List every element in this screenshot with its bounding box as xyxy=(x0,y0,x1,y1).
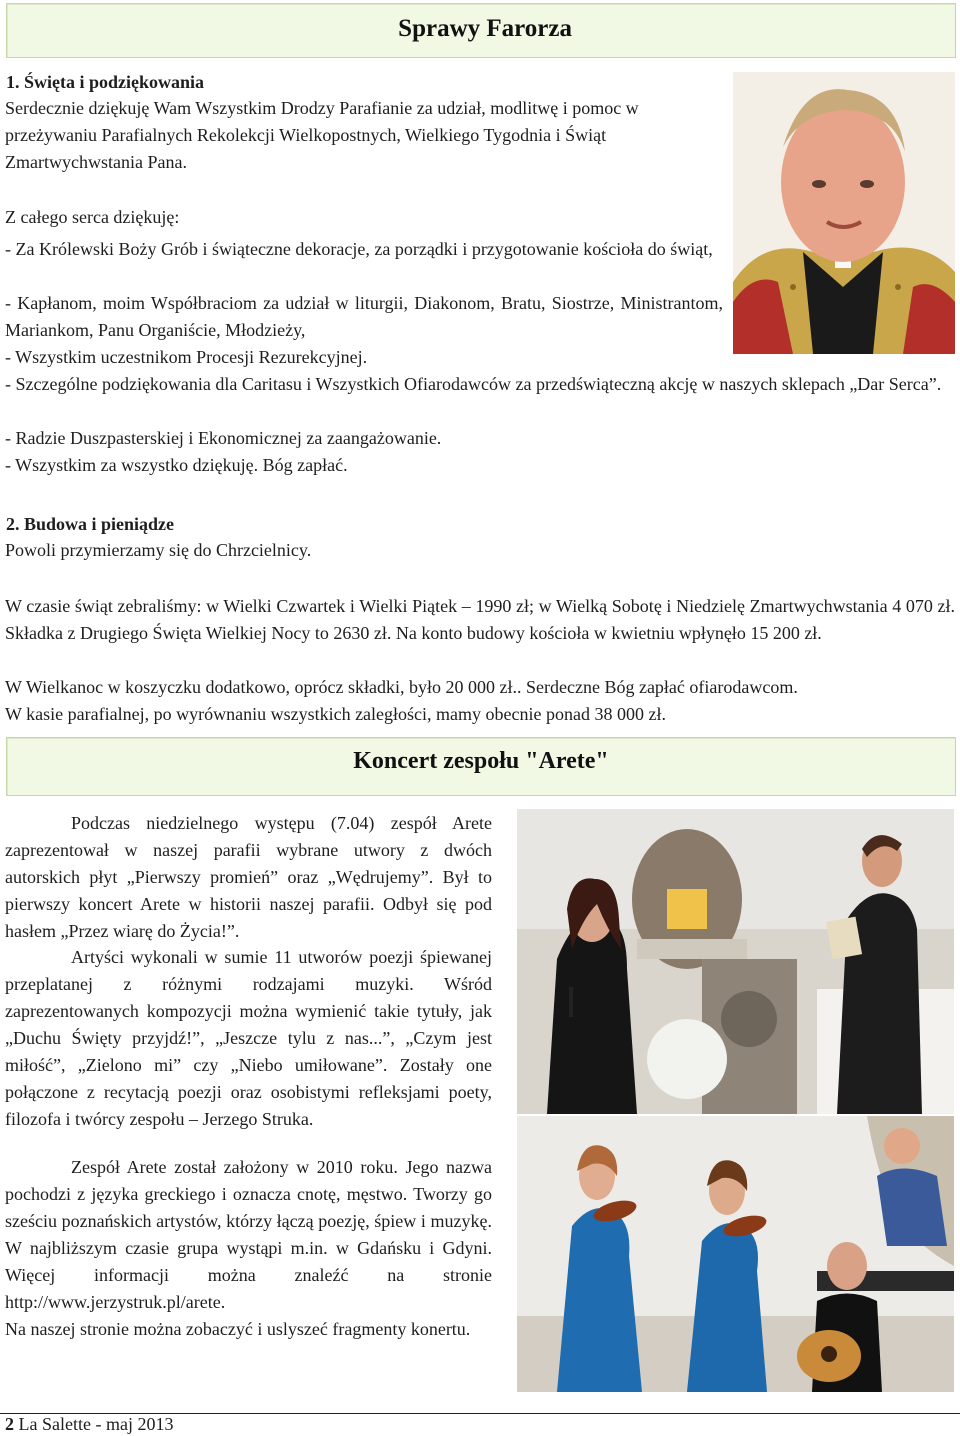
thanks-item-3: - Wszystkim uczestnikom Procesji Rezurekcyjnej. xyxy=(5,347,368,367)
publication-name: La Salette - maj 2013 xyxy=(18,1414,174,1434)
concert-singers-photo xyxy=(517,809,954,1114)
section1-heading: 1. Święta i podziękowania xyxy=(6,72,205,92)
thanks-item-1: - Za Królewski Boży Grób i świąteczne dekoracje, za porządki i przygotowanie kościoła do świąt, xyxy=(5,239,713,259)
header-banner xyxy=(6,3,956,58)
thanks-intro: Z całego serca dziękuję: xyxy=(5,207,180,227)
section2-paragraph: W czasie świąt zebraliśmy: w Wielki Czwartek i Wielki Piątek – 1990 zł; w Wielką Sobotę i Niedzielę Zmartwychwstania 4 070 zł. Składka z Drugiego Święta Wielkiej Nocy to 2630 zł. Na konto budowy kościoła w kwietniu wpłynęło 15 200 zł. xyxy=(5,596,955,643)
priest-portrait-photo xyxy=(733,72,955,354)
section1-intro: Serdecznie dziękuję Wam Wszystkim Drodzy Parafianie za udział, modlitwę i pomoc w przeżywaniu Parafialnych Rekolekcji Wielkopostnych, Wielkiego Tygodnia i Świąt Zmartwychwstania Pana. xyxy=(5,98,639,172)
thanks-item-4: - Szczególne podziękowania dla Caritasu i Wszystkich Ofiarodawców za przedświąteczną akcję w naszych sklepach „Dar Serca”. xyxy=(5,374,942,394)
concert-paragraph-3: Zespół Arete został założony w 2010 roku. Jego nazwa pochodzi z języka greckiego i oznacza cnotę, męstwo. Tworzy go sześciu poznańskich artystów, którzy łączą poezję, śpiew i muzykę. W najbliższym czasie grupa wystąpi m.in. w Gdańsku i Gdyni. Więcej informacji można znaleźć na stronie http://www.jerzystruk.pl/arete. xyxy=(5,1157,492,1312)
page-footer xyxy=(5,1414,173,1435)
section2-cash-line: W kasie parafialnej, po wyrównaniu wszystkich zaległości, mamy obecnie ponad 38 000 zł. xyxy=(5,704,666,724)
concert-paragraph-4: Na naszej stronie można zobaczyć i uslyszeć fragmenty konertu. xyxy=(5,1319,471,1339)
concert-title: Koncert zespołu "Arete" xyxy=(353,748,609,774)
concert-violinists-photo xyxy=(517,1116,954,1392)
concert-paragraph-2: Artyści wykonali w sumie 11 utworów poezji śpiewanej przeplatanej z różnymi rodzajami muzyki. Wśród zaprezentowanych kompozycji można wymienić takie tytuły, jak „Duchu Święty przyjdź!”, „Jeszcze tylu z nas...”, „Czym jest miłość”, „Zielono mi” czy „Niebo umiłowane”. Zostały one połączone z recytacją poezji oraz osobistymi refleksjami poety, filozofa i twórcy zespołu – Jerzego Struka. xyxy=(5,947,492,1129)
page-title: Sprawy Farorza xyxy=(398,15,572,42)
concert-banner xyxy=(6,737,956,796)
section2-heading: 2. Budowa i pieniądze xyxy=(6,514,175,534)
section2-line1: Powoli przymierzamy się do Chrzcielnicy. xyxy=(5,540,312,560)
section2-easter-line: W Wielkanoc w koszyczku dodatkowo, oprócz składki, było 20 000 zł.. Serdeczne Bóg zapłać ofiarodawcom. xyxy=(5,677,798,697)
thanks-item-2: - Kapłanom, moim Współbraciom za udział w liturgii, Diakonom, Bratu, Siostrze, Ministrantom, Mariankom, Panu Organiście, Młodzieży, xyxy=(5,293,723,340)
page-number: 2 xyxy=(5,1414,14,1434)
thanks-item-5: - Radzie Duszpasterskiej i Ekonomicznej za zaangażowanie. xyxy=(5,428,442,448)
concert-paragraph-1: Podczas niedzielnego występu (7.04) zespół Arete zaprezentował w naszej parafii wybrane utwory z dwóch autorskich płyt „Pierwszy promień” oraz „Wędrujemy”. Był to pierwszy koncert Arete w historii naszej parafii. Odbył się pod hasłem „Przez wiarę do Życia!”. xyxy=(5,813,492,941)
thanks-item-6: - Wszystkim za wszystko dziękuję. Bóg zapłać. xyxy=(5,455,348,475)
